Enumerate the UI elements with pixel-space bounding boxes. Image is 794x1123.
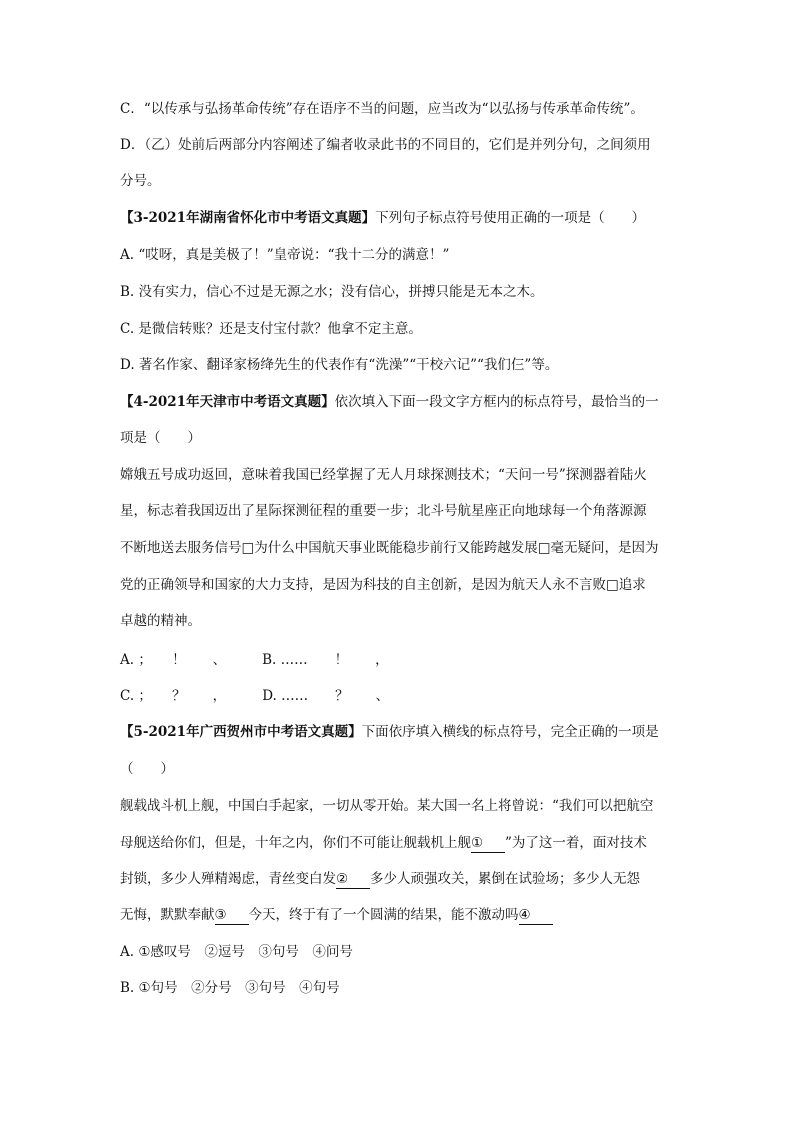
question-5-option-b: B. ①句号 ②分号 ③句号 ④句号 [120, 980, 340, 996]
question-5-passage-line1: 舰载战斗机上舰，中国白手起家，一切从零开始。某大国一名上将曾说：“我们可以把航空 [120, 798, 654, 814]
question-4-passage-line3: 不断地送去服务信号□为什么中国航天事业既能稳步前行又能跨越发展□毫无疑问，是因为 [120, 540, 659, 556]
question-3-option-d: D. 著名作家、翻译家杨绛先生的代表作有“洗澡”“干校六记”“我们仨”等。 [120, 357, 559, 373]
question-3-text: 下列句子标点符号使用正确的一项是（ ） [375, 210, 646, 226]
question-3-stem [120, 209, 645, 227]
passage-text: 母舰送给你们，但是，十年之内，你们不可能让舰载机上舰 [120, 835, 471, 851]
question-4-passage-line1: 嫦娥五号成功返回，意味着我国已经掌握了无人月球探测技术；“天问一号”探测器着陆火 [120, 467, 647, 483]
question-4-options-ab [120, 651, 389, 669]
blank-4: ④ [519, 906, 553, 925]
question-5-text: 下面依序填入横线的标点符号，完全正确的一项是 [361, 724, 659, 740]
question-4-option-b: B. …… ！ ， [262, 652, 389, 668]
prev-option-c: C．“以传承与弘扬革命传统”存在语序不当的问题，应当改为“以弘扬与传承革命传统”。 [120, 101, 644, 117]
question-3-option-b: B. 没有实力，信心不过是无源之水；没有信心，拼搏只能是无本之木。 [120, 284, 544, 300]
prev-option-d-line2: 分号。 [120, 173, 161, 189]
question-4-options-cd [120, 687, 389, 705]
blank-2: ② [336, 870, 370, 889]
question-4-tag: 【4-2021年天津市中考语文真题】 [120, 394, 335, 410]
question-5-passage-line3 [120, 870, 640, 889]
question-3-tag: 【3-2021年湖南省怀化市中考语文真题】 [120, 210, 376, 226]
question-4-passage-line2: 星，标志着我国迈出了星际探测征程的重要一步；北斗号航星座正向地球每一个角落源源 [120, 503, 647, 519]
question-5-passage-line4 [120, 906, 553, 925]
blank-3: ③ [215, 906, 249, 925]
question-4-stem-line2: 项是（ ） [120, 430, 201, 446]
question-5-option-a: A. ①感叹号 ②逗号 ③句号 ④问号 [120, 944, 353, 960]
question-5-passage-line2 [120, 834, 647, 853]
question-4-option-d: D. …… ？ 、 [262, 688, 390, 704]
question-4-stem-line1 [120, 393, 659, 411]
question-5-tag: 【5-2021年广西贺州市中考语文真题】 [120, 724, 362, 740]
passage-text: 无悔，默默奉献 [120, 907, 215, 923]
question-3-option-a: A. “哎呀，真是美极了！”皇帝说：“我十二分的满意！” [120, 247, 450, 263]
passage-text: 封锁，多少人殚精竭虑，青丝变白发 [120, 871, 336, 887]
blank-1: ① [471, 834, 505, 853]
question-4-passage-line5: 卓越的精神。 [120, 613, 201, 629]
passage-text: 今天，终于有了一个圆满的结果，能不激动吗 [248, 907, 519, 923]
question-4-passage-line4: 党的正确领导和国家的大力支持，是因为科技的自主创新，是因为航天人永不言败□追求 [120, 577, 646, 593]
question-5-stem-line1 [120, 723, 659, 741]
prev-option-d-line1: D．（乙）处前后两部分内容阐述了编者收录此书的不同目的，它们是并列分句，之间须用 [120, 137, 651, 153]
passage-text: 多少人顽强攻关，累倒在试验场；多少人无怨 [370, 871, 640, 887]
question-4-text: 依次填入下面一段文字方框内的标点符号，最恰当的一 [334, 394, 659, 410]
question-4-option-a: A. ； ！ 、 [120, 652, 227, 668]
question-5-stem-line2: （ ） [120, 761, 174, 777]
question-3-option-c: C. 是微信转账？还是支付宝付款？他拿不定主意。 [120, 321, 422, 337]
passage-text: ”为了这一着，面对技术 [505, 835, 647, 851]
question-4-option-c: C. ； ？ ， [120, 688, 227, 704]
